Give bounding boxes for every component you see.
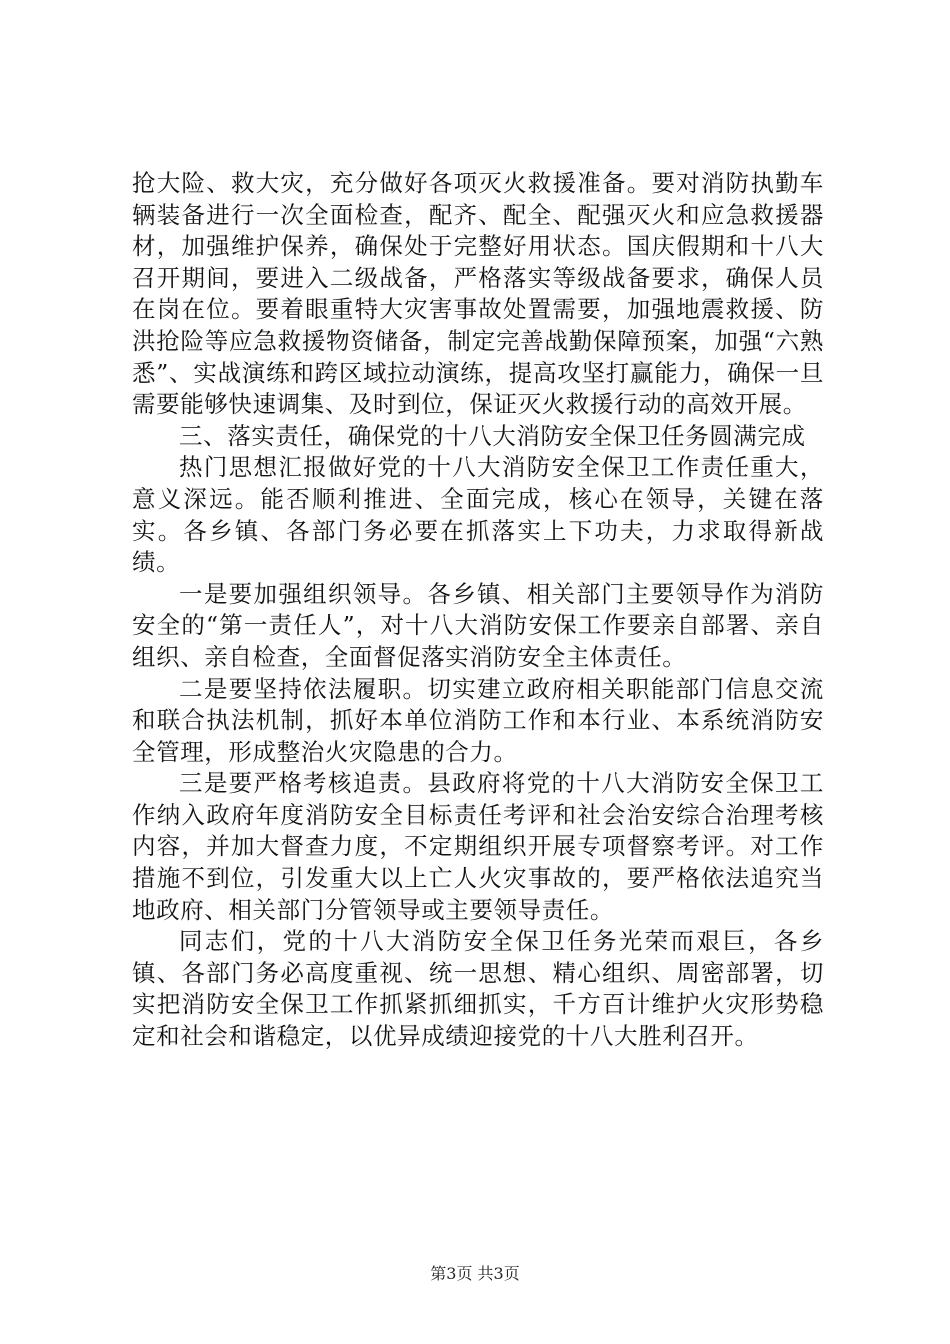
paragraph: 一是要加强组织领导。各乡镇、相关部门主要领导作为消防安全的“第一责任人”，对十八大消防安保工作要亲自部署、亲自组织、亲自检查，全面督促落实消防安全主体责任。 <box>132 579 824 671</box>
section-heading: 三、落实责任，确保党的十八大消防安全保卫任务圆满完成 <box>179 421 806 450</box>
page-footer: 第3页 共3页 <box>430 1264 520 1283</box>
paragraph: 三是要严格考核追责。县政府将党的十八大消防安全保卫工作纳入政府年度消防安全目标责任考评和社会治安综合治理考核内容，并加大督查力度，不定期组织开展专项督察考评。对工作措施不到位，引发重大以上亡人火灾事故的，要严格依法追究当地政府、相关部门分管领导或主要领导责任。 <box>132 769 824 924</box>
paragraph: 同志们，党的十八大消防安全保卫任务光荣而艰巨，各乡镇、各部门务必高度重视、统一思想、精心组织、周密部署，切实把消防安全保卫工作抓紧抓细抓实，千方百计维护火灾形势稳定和社会和谐稳定，以优异成绩迎接党的十八大胜利召开。 <box>132 927 824 1051</box>
paragraph-continuation: 抢大险、救大灾，充分做好各项灭火救援准备。要对消防执勤车辆装备进行一次全面检查，配齐、配全、配强灭火和应急救援器材，加强维护保养，确保处于完整好用状态。国庆假期和十八大召开期间，要进入二级战备，严格落实等级战备要求，确保人员在岗在位。要着眼重特大灾害事故处置需要，加强地震救援、防洪抢险等应急救援物资储备，制定完善战勤保障预案，加强“六熟悉”、实战演练和跨区域拉动演练，提高攻坚打赢能力，确保一旦需要能够快速调集、及时到位，保证灭火救援行动的高效开展。 <box>132 169 824 419</box>
paragraph: 二是要坚持依法履职。切实建立政府相关职能部门信息交流和联合执法机制，抓好本单位消防工作和本行业、本系统消防安全管理，形成整治火灾隐患的合力。 <box>132 674 824 766</box>
document-body <box>132 168 824 1053</box>
paragraph: 热门思想汇报做好党的十八大消防安全保卫工作责任重大，意义深远。能否顺利推进、全面完成，核心在领导，关键在落实。各乡镇、各部门务必要在抓落实上下功夫，力求取得新战绩。 <box>132 453 824 577</box>
